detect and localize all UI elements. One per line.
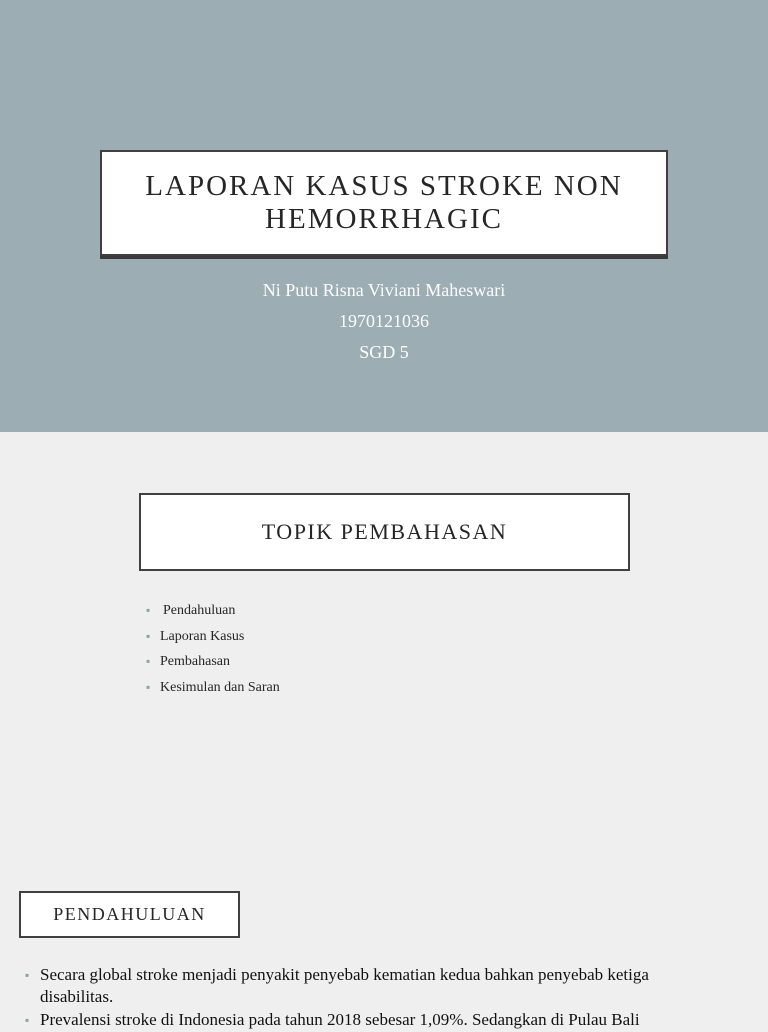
- list-item: [25, 964, 725, 1008]
- introduction-text: Secara global stroke menjadi penyakit penyebab kematian kedua bahkan penyebab ketiga disabilitas.: [40, 965, 649, 1006]
- topic-label: Pendahuluan: [163, 603, 236, 618]
- bullet-icon: ▪: [146, 679, 151, 694]
- bullet-icon: ▪: [146, 603, 151, 617]
- slide-title: LAPORAN KASUS STROKE NON HEMORRHAGIC: [145, 170, 623, 235]
- bullet-icon: ▪: [146, 654, 151, 668]
- introduction-title-box: [19, 891, 240, 938]
- topic-label: Kesimulan dan Saran: [160, 679, 280, 695]
- author-name: Ni Putu Risna Viviani Maheswari: [262, 280, 506, 300]
- list-item: [146, 677, 280, 703]
- topics-list: [146, 600, 280, 702]
- list-item: [25, 1009, 725, 1031]
- introduction-text: Prevalensi stroke di Indonesia pada tahun 2018 sebesar 1,09%. Sedangkan di Pulau Bali: [40, 1010, 640, 1029]
- list-item: [146, 600, 280, 626]
- bullet-icon: ▪: [146, 628, 151, 643]
- introduction-list: [25, 964, 725, 1032]
- list-item: [146, 626, 280, 652]
- title-box: [100, 150, 668, 256]
- topic-label: Pembahasan: [160, 654, 230, 669]
- bullet-icon: ▪: [25, 1013, 30, 1027]
- topics-title-box: [139, 493, 630, 571]
- bullet-icon: ▪: [25, 968, 30, 982]
- introduction-title: PENDAHULUAN: [53, 904, 206, 924]
- topics-title: TOPIK PEMBAHASAN: [261, 519, 508, 544]
- student-id: 1970121036: [339, 311, 429, 331]
- group-label: SGD 5: [359, 342, 409, 362]
- topic-label: Laporan Kasus: [160, 628, 245, 644]
- list-item: [146, 651, 280, 677]
